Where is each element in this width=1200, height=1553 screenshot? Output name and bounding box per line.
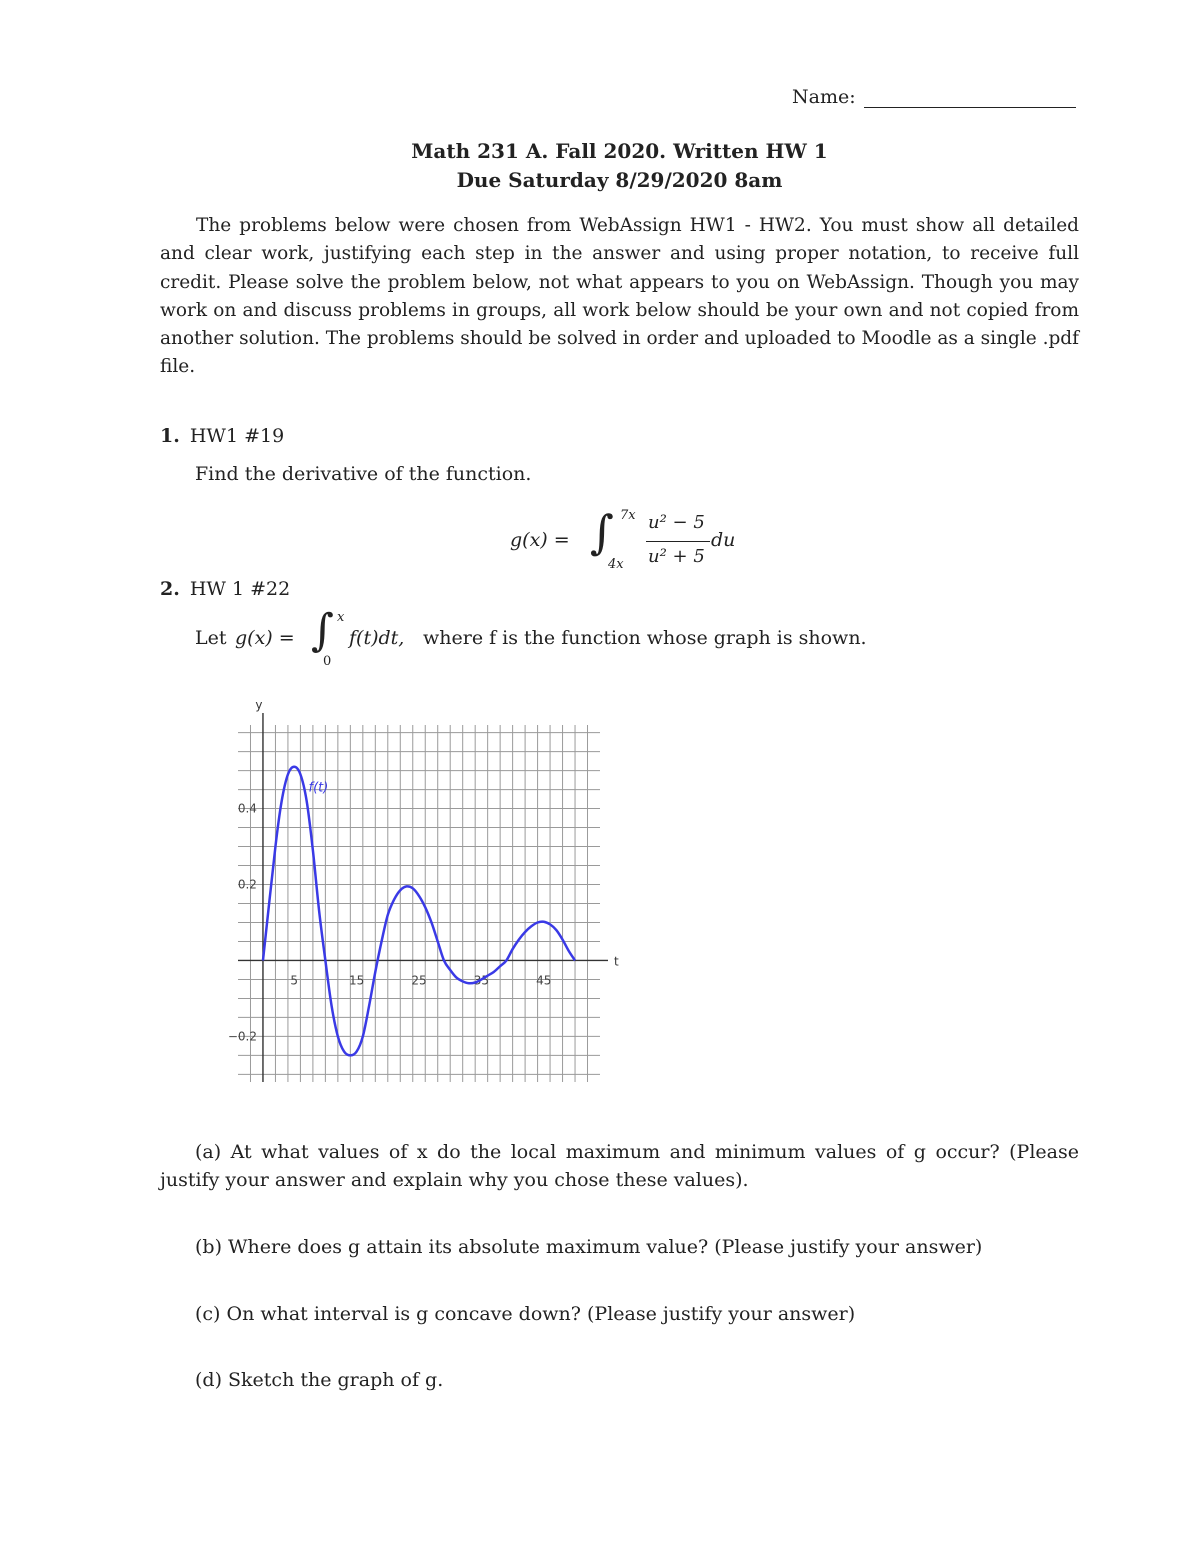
g-definition-lhs: g(x) = [235,627,295,649]
problem-1-number: 1. [160,425,180,447]
x-tick-label: 25 [411,973,427,988]
fraction-bar [646,541,710,542]
problem-1-title: HW1 #19 [189,425,285,447]
x-axis-label: t [614,954,619,969]
name-blank-line [864,89,1076,108]
integral-sign: ∫ [590,505,614,559]
name-label: Name: [792,86,856,108]
problem-1-heading [160,425,284,447]
problem-2-title: HW 1 #22 [189,578,291,600]
question-b: (b) Where does g attain its absolute maximum value? (Please justify your answer) [195,1236,983,1258]
page-title: Math 231 A. Fall 2020. Written HW 1 [411,139,828,163]
y-tick-label: 0.2 [237,877,257,892]
formula-lower-limit: 4x [608,557,624,572]
x-tick-label: 5 [290,973,298,988]
due-date: Due Saturday 8/29/2020 8am [456,168,783,192]
integral-sign-2: ∫ [311,605,334,656]
y-tick-label: −0.2 [227,1029,257,1044]
formula-numerator: u² − 5 [648,512,705,533]
formula-denominator: u² + 5 [648,546,705,567]
problem-2-definition [195,605,955,672]
function-graph [215,690,625,1090]
y-axis-label: y [255,698,263,712]
definition-rest: where f is the function whose graph is shown. [423,627,867,649]
graph-grid [238,725,600,1082]
problem-2-heading [160,578,290,600]
let-text: Let [195,627,227,649]
x-tick-label: 35 [473,973,490,988]
graph-axes [238,713,608,1082]
name-field [792,86,1076,108]
instructions-paragraph: The problems below were chosen from WebAssign HW1 - HW2. You must show all detailed and clear work, justifying each step in the answer and using proper notation, to receive full credit. Please solve the problem below, not what appears to you on WebAssign. Though you may work on and discuss problems in groups, all work below should be your own and not copied from another solution. The problems should be solved in order and uploaded to Moodle as a single .pdf file. [160,215,1079,378]
series-label-f-of-t: f(t) [308,780,329,796]
problem-2-number: 2. [160,578,180,600]
question-a: (a) At what values of x do the local maximum and minimum values of g occur? (Please justify your answer and explain why you chose these values). [160,1141,1079,1191]
g-lower-limit: 0 [323,654,332,669]
integrand: f(t)dt, [349,627,405,649]
x-tick-label: 45 [536,973,552,988]
y-tick-label: 0.4 [237,801,257,816]
problem-1-formula [510,505,750,575]
f-of-t-curve [263,767,575,1056]
formula-differential: du [711,529,736,551]
formula-lhs: g(x) = [510,529,570,551]
problem-1-instruction: Find the derivative of the function. [195,463,532,485]
x-tick-label: 15 [348,973,365,988]
formula-upper-limit: 7x [620,508,636,523]
question-d: (d) Sketch the graph of g. [195,1369,444,1391]
g-upper-limit: x [337,610,345,625]
question-c: (c) On what interval is g concave down? (Please justify your answer) [195,1303,856,1325]
